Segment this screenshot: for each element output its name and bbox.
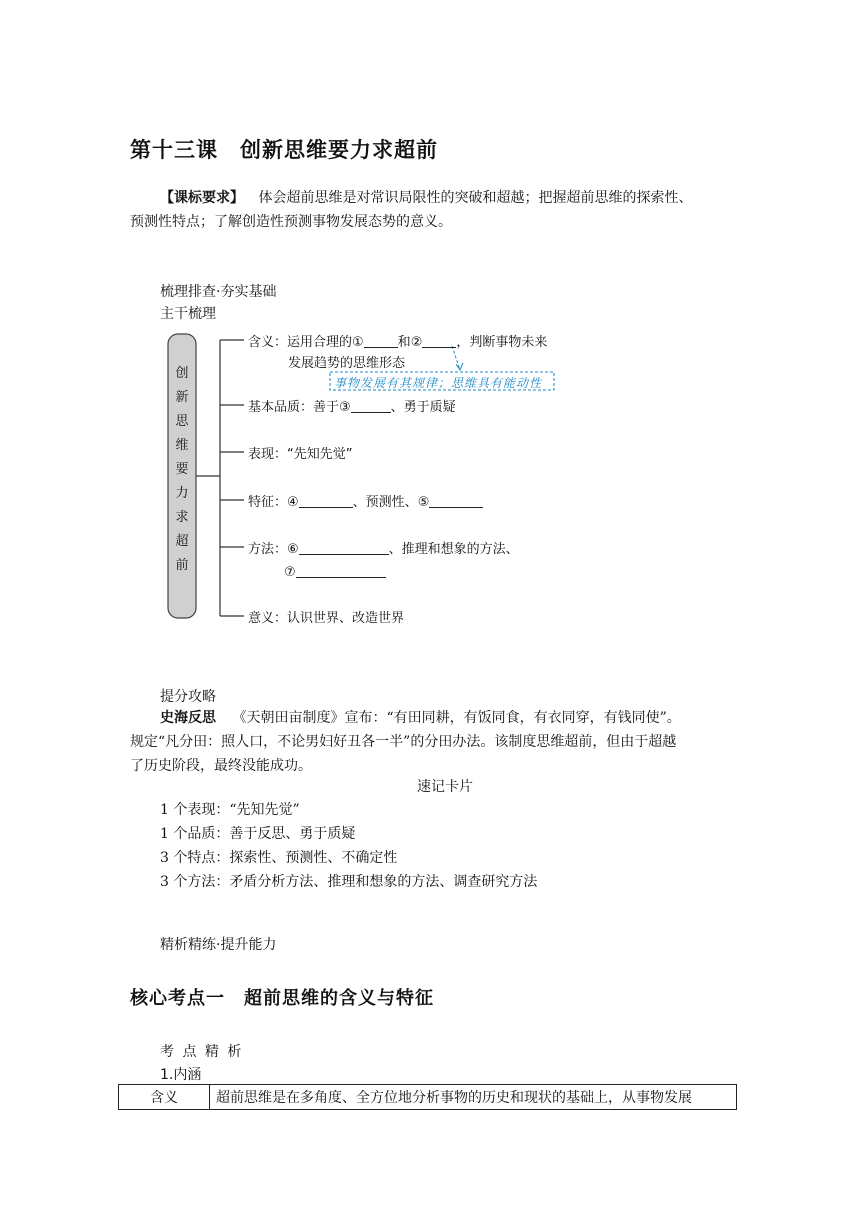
answer-blank-6[interactable] — [299, 540, 389, 555]
branch-performance: 表现：“先知先觉” — [248, 447, 353, 462]
section-heading-basics: 梳理排查·夯实基础 — [160, 284, 277, 300]
features-prefix: 特征： — [248, 495, 288, 510]
center-char: 维 — [175, 438, 189, 453]
blank-number-5: ⑤ — [417, 495, 430, 510]
card-line: 3 个方法：矛盾分析方法、推理和想象的方法、调查研究方法 — [160, 874, 538, 890]
features-mid: 、预测性、 — [352, 495, 418, 510]
tips-label: 史海反思 — [160, 710, 216, 726]
quality-prefix: 基本品质：善于 — [248, 400, 340, 415]
analysis-label: 考 点 精 析 — [160, 1044, 244, 1060]
blank-number-4: ④ — [287, 495, 299, 510]
center-char: 要 — [175, 462, 189, 477]
card-line: 3 个特点：探索性、预测性、不确定性 — [160, 850, 398, 866]
content-table — [118, 1084, 737, 1110]
table-row — [119, 1085, 737, 1110]
center-char: 新 — [175, 390, 189, 405]
table-text-cell: 超前思维是在多角度、全方位地分析事物的历史和现状的基础上，从事物发展 — [210, 1085, 737, 1110]
center-char: 创 — [175, 366, 189, 381]
answer-blank-1[interactable] — [364, 333, 398, 348]
branch-significance: 意义：认识世界、改造世界 — [248, 611, 405, 626]
meaning-mid: 和 — [397, 335, 411, 350]
meaning-suffix: ，判断事物未来 — [456, 335, 548, 350]
requirement-text-1: 体会超前思维是对常识局限性的突破和超越；把握超前思维的探索性、 — [258, 190, 693, 206]
tips-line-3: 了历史阶段，最终没能成功。 — [130, 758, 312, 774]
methods-line-2 — [284, 563, 386, 580]
table-head-cell: 含义 — [119, 1085, 210, 1110]
blank-number-6: ⑥ — [287, 542, 299, 557]
answer-blank-5[interactable] — [429, 493, 483, 508]
answer-blank-3[interactable] — [351, 398, 391, 413]
blank-number-3: ③ — [339, 400, 351, 415]
answer-blank-4[interactable] — [299, 493, 353, 508]
center-char: 前 — [175, 558, 189, 573]
quality-suffix: 、勇于质疑 — [390, 400, 456, 415]
connotation-label: 1.内涵 — [160, 1067, 202, 1083]
blank-number-1: ① — [352, 335, 364, 350]
meaning-line-2: 发展趋势的思维形态 — [288, 356, 406, 371]
branch-quality — [248, 396, 456, 415]
blank-number-2: ② — [410, 335, 423, 350]
tips-line-2: 规定“凡分田：照人口，不论男妇好丑各一半”的分田办法。该制度思维超前，但由于超越 — [130, 734, 677, 750]
center-char: 力 — [175, 486, 189, 501]
mind-map-center — [168, 362, 196, 578]
curriculum-requirement — [160, 186, 750, 210]
branch-features — [248, 491, 483, 510]
meaning-prefix: 含义：运用合理的 — [248, 335, 353, 350]
answer-blank-7[interactable] — [296, 563, 386, 578]
mind-map — [160, 326, 580, 626]
methods-prefix: 方法： — [248, 542, 288, 557]
core-topic-title: 核心考点一 超前思维的含义与特征 — [130, 988, 434, 1009]
tips-heading: 提分攻略 — [160, 689, 216, 705]
card-line: 1 个品质：善于反思、勇于质疑 — [160, 826, 356, 842]
card-title: 速记卡片 — [417, 779, 473, 795]
mind-map-lines — [160, 326, 580, 626]
branch-methods — [248, 538, 519, 557]
center-char: 求 — [175, 510, 189, 525]
blank-number-7: ⑦ — [284, 565, 296, 580]
handwritten-note: 事物发展有其规律；思维具有能动性 — [334, 376, 543, 390]
tips-paragraph — [160, 706, 750, 730]
methods-suffix: 、推理和想象的方法、 — [388, 542, 519, 557]
center-char: 思 — [175, 414, 189, 429]
branch-meaning — [248, 331, 547, 350]
requirement-text-2: 预测性特点；了解创造性预测事物发展态势的意义。 — [130, 214, 452, 230]
center-char: 超 — [175, 534, 189, 549]
card-line: 1 个表现：“先知先觉” — [160, 802, 300, 818]
requirement-label: 【课标要求】 — [160, 190, 244, 206]
section-subheading-outline: 主干梳理 — [160, 306, 216, 322]
answer-blank-2[interactable] — [422, 333, 456, 348]
page-title: 第十三课 创新思维要力求超前 — [130, 138, 438, 162]
section-heading-practice: 精析精练·提升能力 — [160, 937, 277, 953]
tips-line-1: 《天朝田亩制度》宣布：“有田同耕，有饭同食，有衣同穿，有钱同使”。 — [232, 710, 681, 726]
